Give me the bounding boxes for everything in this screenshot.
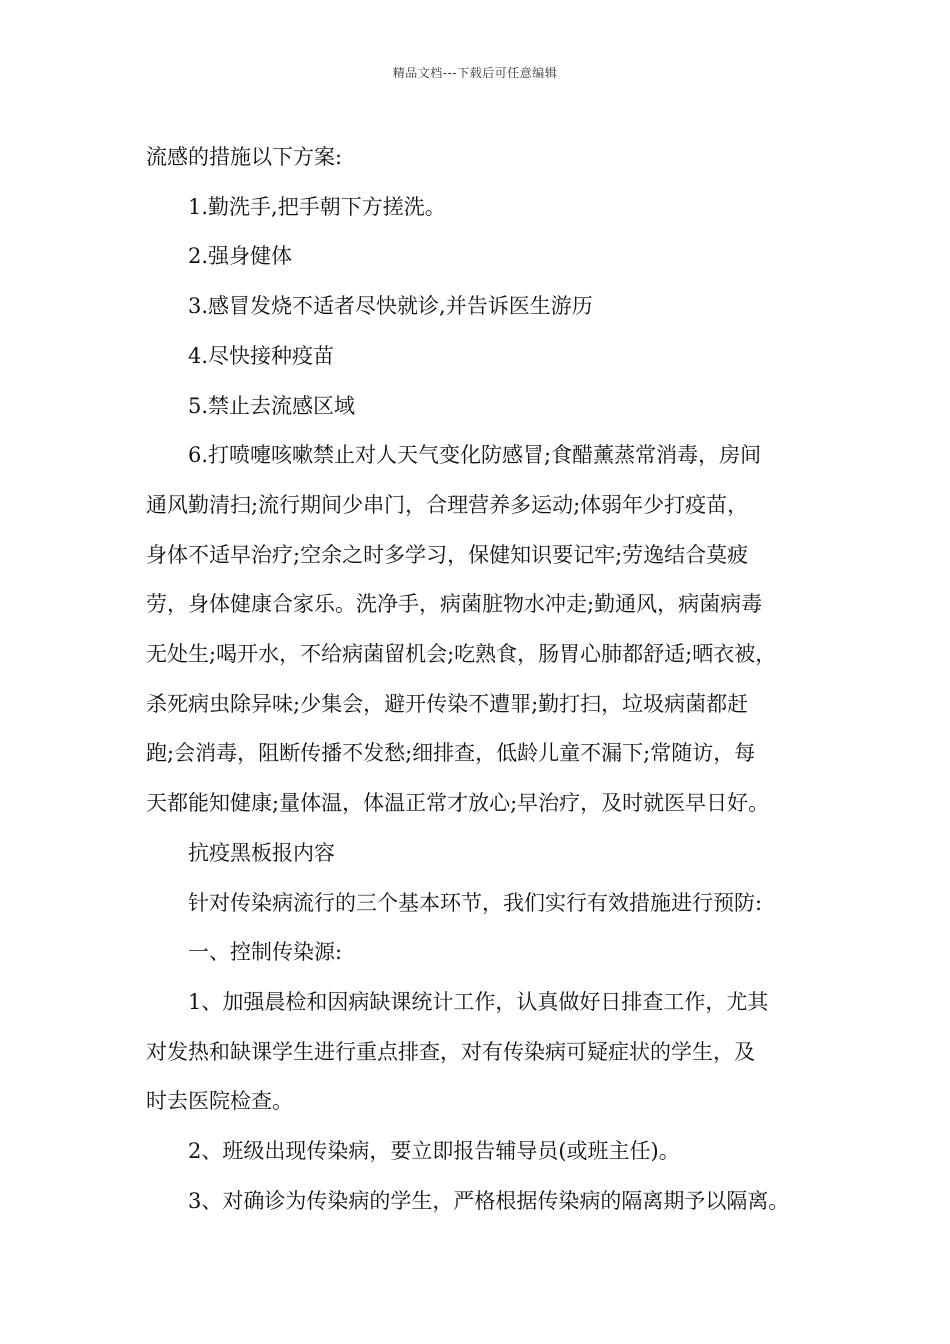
- paragraph-line: 流感的措施以下方案:: [146, 145, 343, 169]
- paragraph-line: 3、对确诊为传染病的学生，严格根据传染病的隔离期予以隔离。: [188, 1188, 790, 1213]
- paragraph-line: 劳，身体健康合家乐。洗净手，病菌脏物水冲走;勤通风，病菌病毒: [146, 592, 763, 617]
- paragraph-line: 杀死病虫除异味;少集会，避开传染不遭罪;勤打扫，垃圾病菌都赶: [146, 691, 749, 716]
- paragraph-line: 2.强身健体: [188, 244, 293, 269]
- paragraph-line: 1、加强晨检和因病缺课统计工作，认真做好日排查工作，尤其: [188, 989, 769, 1014]
- paragraph-line: 4.尽快接种疫苗: [188, 343, 335, 368]
- paragraph-line: 身体不适早治疗;空余之时多学习，保健知识要记牢;劳逸结合莫疲: [146, 542, 749, 567]
- paragraph-line: 通风勤清扫;流行期间少串门，合理营养多运动;体弱年少打疫苗，: [146, 492, 749, 517]
- paragraph-line: 跑;会消毒，阻断传播不发愁;细排查，低龄儿童不漏下;常随访，每: [146, 741, 756, 766]
- paragraph-line: 对发热和缺课学生进行重点排查，对有传染病可疑症状的学生，及: [146, 1039, 755, 1064]
- paragraph-line: 5.禁止去流感区域: [188, 393, 356, 418]
- paragraph-line: 一、控制传染源:: [188, 940, 343, 965]
- paragraph-line: 时去医院检查。: [146, 1089, 293, 1114]
- paragraph-line: 6.打喷嚏咳嗽禁止对人天气变化防感冒;食醋薰蒸常消毒，房间: [188, 443, 762, 468]
- document-body: [146, 133, 830, 1226]
- page-header: 精品文档---下载后可任意编辑: [392, 66, 558, 80]
- paragraph-line: 抗疫黑板报内容: [188, 840, 335, 865]
- paragraph-line: 针对传染病流行的三个基本环节，我们实行有效措施进行预防:: [188, 890, 763, 915]
- paragraph-line: 无处生;喝开水，不给病菌留机会;吃熟食，肠胃心肺都舒适;晒衣被，: [146, 642, 777, 667]
- paragraph-line: 1.勤洗手,把手朝下方搓洗。: [188, 194, 446, 219]
- paragraph-line: 天都能知健康;量体温，体温正常才放心;早治疗，及时就医早日好。: [146, 791, 770, 816]
- paragraph-line: 2、班级出现传染病，要立即报告辅导员(或班主任)。: [188, 1139, 680, 1164]
- paragraph-line: 3.感冒发烧不适者尽快就诊,并告诉医生游历: [188, 294, 593, 319]
